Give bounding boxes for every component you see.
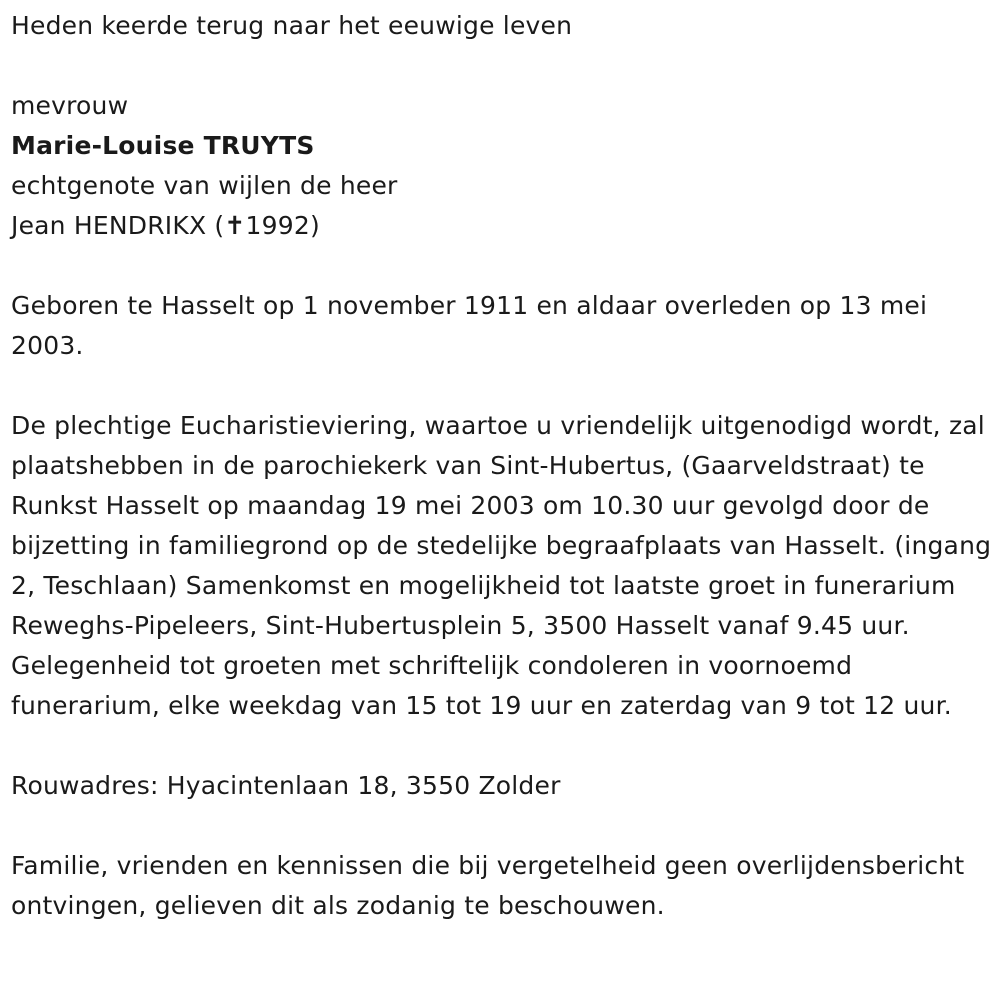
spacer: [11, 366, 996, 406]
deceased-name: Marie-Louise TRUYTS: [11, 131, 315, 160]
spacer: [11, 46, 996, 86]
birth-death-paragraph: Geboren te Hasselt op 1 november 1911 en aldaar overleden op 13 mei 2003.: [11, 291, 928, 360]
spouse-line: [11, 206, 996, 246]
intro-line: Heden keerde terug naar het eeuwige leven: [11, 11, 573, 40]
title-prefix: mevrouw: [11, 91, 129, 120]
spouse-intro: echtgenote van wijlen de heer: [11, 171, 398, 200]
spouse-year: 1992): [245, 211, 320, 240]
spacer: [11, 806, 996, 846]
cross-icon: ✝: [224, 211, 246, 240]
spacer: [11, 726, 996, 766]
spouse-name: Jean HENDRIKX (: [11, 211, 225, 240]
mourning-address: Rouwadres: Hyacintenlaan 18, 3550 Zolder: [11, 771, 561, 800]
ceremony-paragraph: De plechtige Eucharistieviering, waartoe u vriendelijk uitgenodigd wordt, zal plaatshebben in de parochiekerk van Sint-Hubertus, (Gaarveldstraat) te Runkst Hasselt op maandag 19 mei 2003 om 10.30 uur gevolgd door de bijzetting in familiegrond op de stedelijke begraafplaats van Hasselt. (ingang 2, Teschlaan) Samenkomst en mogelijkheid tot laatste groet in funerarium Reweghs-Pipeleers, Sint-Hubertusplein 5, 3500 Hasselt vanaf 9.45 uur. Gelegenheid tot groeten met schriftelijk condoleren in voornoemd funerarium, elke weekdag van 15 tot 19 uur en zaterdag van 9 tot 12 uur.: [11, 411, 992, 720]
obituary-notice: [11, 0, 996, 926]
closing-paragraph: Familie, vrienden en kennissen die bij vergetelheid geen overlijdensbericht ontvingen, gelieven dit als zodanig te beschouwen.: [11, 851, 965, 920]
spacer: [11, 246, 996, 286]
